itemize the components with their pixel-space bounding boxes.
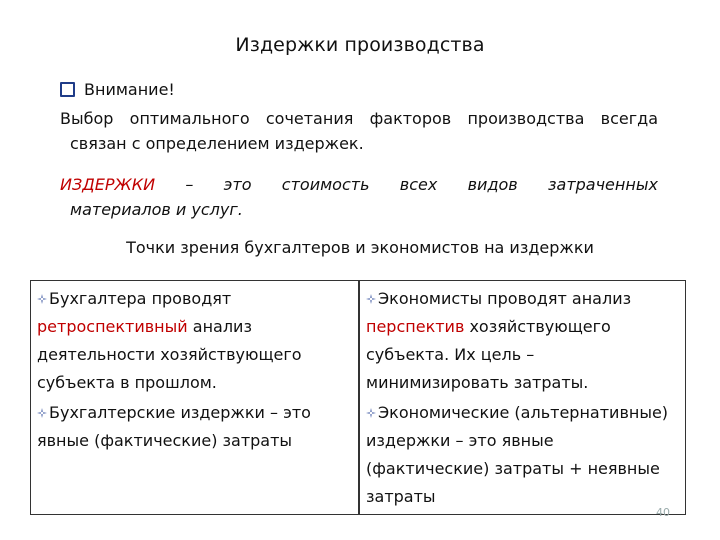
star-bullet-icon (37, 408, 47, 418)
star-bullet-icon (37, 294, 47, 304)
cell-text: издержки – это явные (366, 431, 554, 450)
cell-text: субъекта. Их цель – (366, 345, 535, 364)
cell-text: Экономисты проводят анализ (378, 289, 632, 308)
economists-analysis-cell (366, 285, 684, 397)
cell-text: затраты (366, 487, 436, 506)
definition-word: стоимость (281, 175, 370, 194)
star-bullet-icon (366, 408, 376, 418)
retrospective-term: ретроспективный (37, 317, 188, 336)
cell-text: явные (фактические) затраты (37, 431, 293, 450)
cell-text: Экономические (альтернативные) (378, 403, 669, 422)
cell-text: хозяйствующего (464, 317, 611, 336)
attention-label: Внимание! (84, 80, 175, 99)
checkbox-bullet-icon (60, 82, 75, 97)
cell-text: (фактические) затраты + неявные (366, 459, 660, 478)
definition-word: видов (467, 175, 518, 194)
cell-text: деятельности хозяйствующего (37, 345, 302, 364)
definition-line1 (60, 172, 658, 197)
perspective-term: перспектив (366, 317, 465, 336)
definition-line2: материалов и услуг. (70, 200, 243, 219)
cell-text: субъекта в прошлом. (37, 373, 217, 392)
star-bullet-icon (366, 294, 376, 304)
comparison-table (30, 280, 686, 515)
page-title: Издержки производства (235, 34, 485, 56)
definition-term: ИЗДЕРЖКИ (60, 175, 156, 194)
economic-costs-cell (366, 399, 684, 511)
page-number: 40 (656, 506, 670, 519)
para1-line2: связан с определением издержек. (70, 134, 364, 153)
para1-line1: Выбор оптимального сочетания факторов производства всегда (60, 109, 658, 128)
definition-word: это (223, 175, 252, 194)
definition-word: затраченных (548, 175, 658, 194)
definition-paragraph (60, 172, 658, 222)
attention-bullet (60, 80, 175, 99)
definition-word: всех (399, 175, 438, 194)
column-divider (358, 281, 360, 514)
accountants-analysis-cell (37, 285, 349, 397)
cell-text: анализ (187, 317, 252, 336)
factors-paragraph (60, 106, 658, 156)
cell-text: Бухгалтера проводят (49, 289, 232, 308)
definition-word: – (185, 175, 194, 194)
cell-text: минимизировать затраты. (366, 373, 589, 392)
accounting-costs-cell (37, 399, 349, 455)
cell-text: Бухгалтерские издержки – это (49, 403, 311, 422)
section-subtitle: Точки зрения бухгалтеров и экономистов на издержки (126, 238, 594, 257)
